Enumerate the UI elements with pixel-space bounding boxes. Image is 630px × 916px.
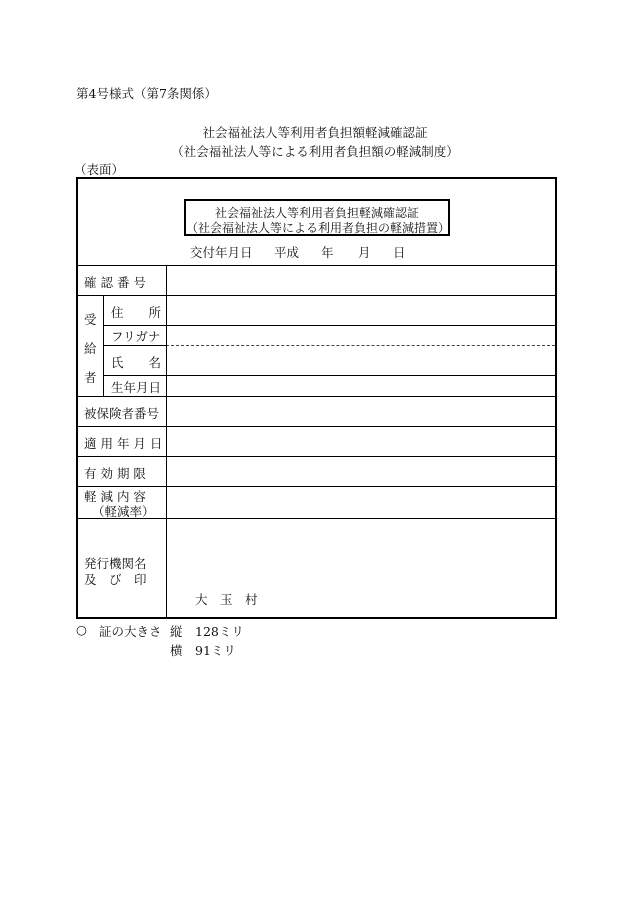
card-title: 社会福祉法人等利用者負担軽減確認証 [214,206,419,220]
note-horizontal-label: 横 [170,643,183,658]
certificate-card [76,177,557,619]
card-title-box [184,199,450,236]
issue-day-unit: 日 [393,245,406,260]
name-label: 氏 名 [111,355,162,370]
note-horizontal-value: 91ミリ [195,643,236,658]
note-bullet: ○ [76,622,87,637]
issue-month-unit: 月 [358,245,371,260]
divider [103,375,555,376]
document-title: 社会福祉法人等利用者負担額軽減確認証 [202,125,428,140]
recipient-label-1: 受 [84,312,97,327]
furigana-label: フリガナ [111,329,161,344]
divider [103,345,166,346]
issue-year-unit: 年 [321,245,334,260]
birth-date-label: 生年月日 [111,380,162,395]
divider [78,295,555,296]
document-subtitle: （社会福祉法人等による利用者負担額の軽減制度） [171,144,459,159]
validity-period-label: 有 効 期 限 [84,466,146,481]
application-date-label: 適 用 年 月 日 [84,436,163,451]
insured-number-label: 被保険者番号 [84,406,160,421]
confirmation-number-label: 確 認 番 号 [84,275,146,290]
recipient-label-3: 者 [84,370,97,385]
column-divider [103,295,104,396]
issue-era: 平成 [274,245,300,260]
divider [78,486,555,487]
issuer-label-2: 及 び 印 [84,572,147,587]
dashed-divider [166,345,555,346]
issuer-label-1: 発行機関名 [84,556,147,571]
divider [78,265,555,266]
note-vertical-label: 縦 [170,624,183,639]
address-label: 住 所 [111,305,162,320]
divider [78,396,555,397]
reduction-rate-label: （軽減率） [92,504,155,519]
issue-date-label: 交付年月日 [190,245,253,260]
note-size-label: 証の大きさ [99,624,162,639]
card-subtitle: （社会福祉法人等による利用者負担の軽減措置） [186,221,451,235]
recipient-label-2: 給 [84,341,97,356]
divider [78,426,555,427]
divider [78,456,555,457]
note-vertical-value: 128ミリ [195,624,244,639]
divider [103,325,555,326]
issuer-value: 大 玉 村 [195,592,258,607]
form-number: 第4号様式（第7条関係） [76,86,217,101]
side-label: （表面） [74,162,125,177]
reduction-content-label: 軽 減 内 容 [84,489,146,504]
column-divider [166,265,167,617]
